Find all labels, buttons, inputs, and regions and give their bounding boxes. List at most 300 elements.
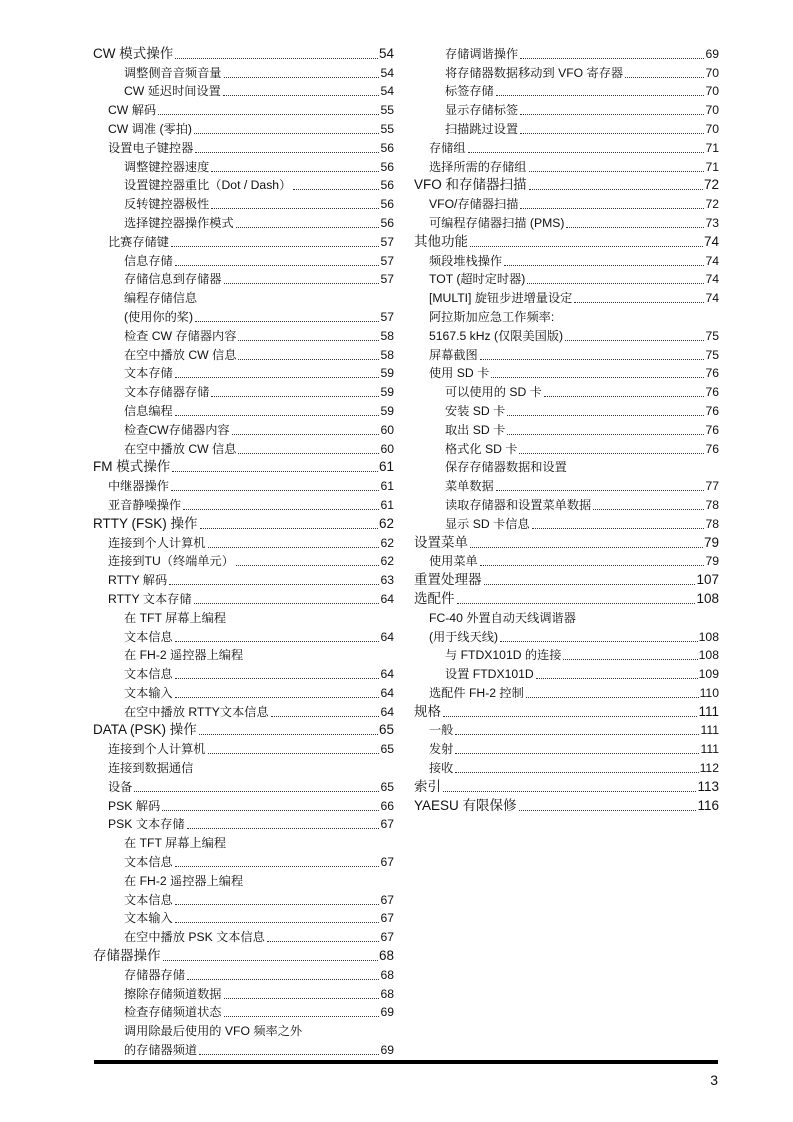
toc-entry-page: 56 [380,215,394,230]
dot-leader [527,277,704,284]
toc-entry-page: 76 [705,366,719,381]
toc-entry-page: 61 [380,497,394,512]
dot-leader [194,597,380,604]
toc-entry-page: 116 [697,797,719,813]
toc-entry-title: 在空中播放 RTTY文本信息 [124,704,269,719]
toc-entry-title: 读取存储器和设置菜单数据 [445,497,592,512]
toc-entry-page: 59 [380,366,394,381]
dot-leader [195,315,379,322]
toc-entry-page: 65 [380,742,394,757]
toc-entry[interactable] [93,664,394,683]
toc-entry-page: 54 [380,84,394,99]
toc-entry[interactable] [93,683,394,702]
toc-entry[interactable] [414,458,719,477]
dot-leader [574,296,704,303]
toc-entry[interactable] [414,138,719,157]
toc-entry-title: 文本输入 [124,685,173,700]
dot-leader [211,165,379,172]
dot-leader [480,559,705,566]
dot-leader [195,767,393,773]
dot-leader [175,672,380,679]
toc-entry[interactable] [414,157,719,176]
toc-entry-page: 76 [705,385,719,400]
dot-leader [519,804,697,811]
dot-leader [470,541,703,548]
toc-entry[interactable] [414,382,719,401]
toc-entry-page: 112 [699,761,719,776]
toc-entry-page: 111 [698,703,719,719]
dot-leader [171,484,380,491]
toc-entry[interactable] [414,119,719,138]
dot-leader [293,183,379,190]
toc-entry[interactable] [414,514,719,533]
toc-entry-title: 存储调谐操作 [445,46,519,61]
toc-entry-title: RTTY 文本存储 [108,591,192,606]
toc-entry-page: 111 [700,742,719,757]
dot-leader [245,880,393,886]
toc-entry[interactable] [93,570,394,589]
dot-leader [455,766,698,773]
toc-entry-page: 113 [697,778,719,794]
toc-entry[interactable] [93,458,394,477]
toc-entry[interactable] [414,702,719,721]
toc-entry[interactable] [93,401,394,420]
dot-leader [625,71,704,78]
toc-entry[interactable] [93,307,394,326]
toc-entry[interactable] [414,758,719,777]
toc-entry[interactable] [93,1021,394,1040]
dot-leader [175,635,380,642]
dot-leader [520,52,704,59]
dot-leader [593,503,704,510]
toc-entry[interactable] [93,646,394,665]
toc-entry[interactable] [93,288,394,307]
toc-entry[interactable] [414,251,719,270]
toc-entry[interactable] [93,364,394,383]
dot-leader [163,954,378,961]
dot-leader [520,108,704,115]
toc-entry-title: 其他功能 [414,233,468,249]
dot-leader [195,146,379,153]
toc-entry-page: 63 [380,573,394,588]
dot-leader [507,428,704,435]
toc-entry[interactable] [414,476,719,495]
toc-entry-title: 一般 [429,723,454,738]
toc-entry-title: (用于线天线) [429,629,499,644]
toc-entry-title: CW 延迟时间设置 [124,84,221,99]
toc-entry[interactable] [414,213,719,232]
dot-leader [175,691,380,698]
toc-entry-page: 57 [380,253,394,268]
toc-entry-page: 55 [380,121,394,136]
toc-entry-page: 64 [380,629,394,644]
toc-entry-title: 接收 [429,761,454,776]
dot-leader [224,992,380,999]
dot-leader [211,202,379,209]
toc-entry-page: 54 [380,65,394,80]
toc-entry-title: 5167.5 kHz (仅限美国版) [429,328,564,343]
toc-entry[interactable] [93,476,394,495]
toc-entry[interactable] [93,815,394,834]
toc-entry[interactable] [414,495,719,514]
toc-entry[interactable] [414,63,719,82]
toc-entry[interactable] [414,326,719,345]
toc-entry-page: 65 [378,722,394,738]
toc-entry[interactable] [414,627,719,646]
toc-entry[interactable] [93,1003,394,1022]
toc-entry-page: 64 [380,685,394,700]
toc-entry-title: 调用除最后使用的 VFO 频率之外 [124,1024,303,1039]
toc-entry-title: 文本输入 [124,911,173,926]
toc-entry[interactable] [93,100,394,119]
toc-entry-page: 71 [705,159,719,174]
toc-entry-page: 69 [380,1043,394,1058]
toc-entry[interactable] [414,194,719,213]
toc-entry[interactable] [414,552,719,571]
toc-entry[interactable] [93,777,394,796]
toc-entry-title: 取出 SD 卡 [445,422,506,437]
dot-leader [536,672,698,679]
toc-entry-title: 文本存储 [124,366,173,381]
dot-leader [224,71,380,78]
toc-entry-page: 74 [705,272,719,287]
toc-entry-title: 保存存储器数据和设置 [445,460,567,475]
toc-entry[interactable] [414,533,719,552]
toc-entry-title: TOT (超时定时器) [429,272,526,287]
toc-entry-title: 擦除存储频道数据 [124,986,222,1001]
toc-entry-title: (使用你的桨) [124,309,194,324]
toc-entry-title: 调整键控器速度 [124,159,210,174]
toc-entry-title: 使用菜单 [429,554,478,569]
toc-entry-title: 在 FH-2 遥控器上编程 [124,648,244,663]
toc-entry-title: 存储信息到存储器 [124,272,222,287]
toc-entry-title: 连接到数据通信 [108,761,194,776]
toc-entry-page: 61 [378,459,394,475]
toc-entry[interactable] [93,194,394,213]
toc-entry[interactable] [93,213,394,232]
toc-entry-page: 70 [705,103,719,118]
toc-entry-title: 存储器存储 [124,967,185,982]
toc-entry[interactable] [93,833,394,852]
toc-entry-title: 连接到TU（终端单元） [108,554,234,569]
dot-leader [158,108,379,115]
toc-entry-page: 108 [696,590,719,606]
toc-entry-title: 安装 SD 卡 [445,403,506,418]
toc-entry-page: 67 [380,817,394,832]
dot-leader [245,654,393,660]
toc-left-column [93,44,394,1059]
toc-entry-title: VFO/存储器扫描 [429,197,519,212]
toc-entry-title: CW 模式操作 [93,45,174,61]
toc-entry-title: 索引 [414,778,441,794]
toc-entry-title: 在 TFT 屏幕上编程 [124,610,227,625]
toc-entry-title: 可编程存储器扫描 (PMS) [429,215,565,230]
toc-entry[interactable] [93,927,394,946]
toc-entry[interactable] [414,288,719,307]
dot-leader [175,259,380,266]
dot-leader [491,371,704,378]
footer-rule [94,1060,718,1064]
toc-entry[interactable] [93,608,394,627]
dot-leader [187,973,380,980]
toc-entry[interactable] [93,176,394,195]
toc-entry[interactable] [414,646,719,665]
dot-leader [569,466,718,472]
dot-leader [134,785,379,792]
toc-entry[interactable] [414,364,719,383]
toc-entry[interactable] [414,270,719,289]
toc-entry-page: 108 [698,629,719,644]
toc-entry-page: 67 [380,855,394,870]
toc-entry[interactable] [414,777,719,796]
toc-entry-title: 设置菜单 [414,534,468,550]
dot-leader [175,409,380,416]
toc-entry[interactable] [93,326,394,345]
toc-entry[interactable] [414,420,719,439]
dot-leader [232,428,380,435]
toc-entry-title: 与 FTDX101D 的连接 [445,648,562,663]
toc-entry-title: 文本信息 [124,667,173,682]
toc-entry[interactable] [414,796,719,815]
toc-entry-title: 设置电子键控器 [108,140,194,155]
dot-leader [238,334,379,341]
dot-leader [199,297,393,303]
toc-entry[interactable] [93,796,394,815]
toc-entry[interactable] [93,270,394,289]
toc-entry[interactable] [414,721,719,740]
toc-entry-title: 发射 [429,742,454,757]
toc-entry[interactable] [93,232,394,251]
page-number: 3 [710,1072,718,1088]
toc-entry-page: 65 [380,779,394,794]
dot-leader [504,259,704,266]
dot-leader [556,316,718,322]
dot-leader [208,541,380,548]
toc-entry-page: 72 [703,177,719,193]
toc-entry[interactable] [93,138,394,157]
toc-entry-page: 78 [705,516,719,531]
dot-leader [175,916,380,923]
toc-entry-title: CW 解码 [108,103,157,118]
dot-leader [520,127,704,134]
toc-entry[interactable] [93,890,394,909]
dot-leader [228,617,393,623]
toc-entry-title: 阿拉斯加应急工作频率: [429,309,555,324]
toc-entry[interactable] [93,514,394,533]
toc-entry-page: 75 [705,328,719,343]
dot-leader [565,334,704,341]
toc-entry[interactable] [93,702,394,721]
toc-entry-title: 设置 FTDX101D [445,667,534,682]
dot-leader [443,785,696,792]
toc-entry[interactable] [93,965,394,984]
toc-entry[interactable] [93,721,394,740]
toc-entry-title: DATA (PSK) 操作 [93,722,197,738]
dot-leader [480,353,705,360]
toc-entry-title: 文本信息 [124,855,173,870]
toc-entry-page: 78 [705,497,719,512]
toc-entry[interactable] [93,420,394,439]
toc-entry-page: 67 [380,892,394,907]
toc-entry[interactable] [414,608,719,627]
toc-entry[interactable] [93,82,394,101]
dot-leader [238,353,379,360]
toc-entry[interactable] [93,495,394,514]
toc-entry-title: 文本信息 [124,629,173,644]
toc-entry-page: 60 [380,422,394,437]
toc-entry-page: 62 [378,515,394,531]
dot-leader [271,710,380,717]
toc-entry-page: 57 [380,272,394,287]
toc-entry[interactable] [93,871,394,890]
dot-leader [183,503,379,510]
toc-entry-title: RTTY (FSK) 操作 [93,515,198,531]
toc-entry[interactable] [93,758,394,777]
toc-entry-page: 61 [380,479,394,494]
toc-entry-title: 选择所需的存储组 [429,159,527,174]
dot-leader [199,1048,379,1055]
toc-entry-page: 73 [705,215,719,230]
toc-entry[interactable] [414,401,719,420]
toc-entry-title: 选配件 [414,590,455,606]
toc-entry-title: 检查 CW 存储器内容 [124,328,237,343]
dot-leader [500,635,698,642]
toc-entry-title: 连接到个人计算机 [108,535,206,550]
toc-entry[interactable] [93,251,394,270]
toc-entry[interactable] [93,345,394,364]
dot-leader [236,221,380,228]
toc-entry[interactable] [414,44,719,63]
dot-leader [175,371,380,378]
toc-entry[interactable] [414,176,719,195]
toc-entry[interactable] [414,345,719,364]
dot-leader [236,559,380,566]
toc-entry[interactable] [414,570,719,589]
toc-entry[interactable] [414,664,719,683]
toc-entry-page: 76 [705,441,719,456]
toc-entry[interactable] [93,852,394,871]
toc-entry-title: 显示 SD 卡信息 [445,516,530,531]
dot-leader [194,127,379,134]
toc-entry-title: 屏幕截图 [429,347,478,362]
toc-entry-page: 57 [380,234,394,249]
toc-entry[interactable] [414,100,719,119]
toc-entry[interactable] [414,589,719,608]
toc-entry-title: 在 FH-2 遥控器上编程 [124,873,244,888]
toc-entry-title: 的存储器频道 [124,1043,198,1058]
toc-entry[interactable] [93,552,394,571]
dot-leader [563,653,697,660]
toc-entry[interactable] [93,157,394,176]
toc-entry-page: 71 [705,140,719,155]
dot-leader [457,597,696,604]
toc-entry[interactable] [93,439,394,458]
toc-entry-page: 64 [380,667,394,682]
toc-entry-page: 68 [380,967,394,982]
toc-entry-page: 76 [705,422,719,437]
toc-entry[interactable] [93,1040,394,1059]
toc-entry-page: 76 [705,403,719,418]
toc-entry[interactable] [414,439,719,458]
toc-entry-title: FC-40 外置自动天线调谐器 [429,610,576,625]
dot-leader [443,710,697,717]
dot-leader [484,578,696,585]
dot-leader [228,842,393,848]
toc-entry[interactable] [93,739,394,758]
toc-entry[interactable] [93,63,394,82]
toc-entry-title: 反转键控器极性 [124,197,210,212]
toc-entry[interactable] [414,307,719,326]
toc-entry[interactable] [414,82,719,101]
toc-entry-title: 存储器操作 [93,948,161,964]
dot-leader [223,89,380,96]
dot-leader [529,183,703,190]
toc-entry-title: 使用 SD 卡 [429,366,490,381]
toc-entry-title: CW 调准 (零拍) [108,121,192,136]
toc-entry[interactable] [414,739,719,758]
toc-entry[interactable] [93,382,394,401]
toc-entry-page: 57 [380,309,394,324]
dot-leader [171,240,380,247]
dot-leader [468,146,705,153]
toc-entry-page: 62 [380,535,394,550]
toc-entry[interactable] [93,946,394,965]
toc-entry-title: 可以使用的 SD 卡 [445,385,542,400]
toc-entry-title: 调整侧音音频音量 [124,65,222,80]
dot-leader [532,522,705,529]
toc-entry-title: 格式化 SD 卡 [445,441,518,456]
toc-right-column [414,44,719,815]
toc-entry-title: 存储组 [429,140,466,155]
dot-leader [187,822,380,829]
toc-entry[interactable] [93,909,394,928]
dot-leader [455,728,699,735]
dot-leader [507,409,704,416]
toc-entry-page: 74 [705,253,719,268]
toc-entry-title: 在空中播放 CW 信息 [124,441,237,456]
toc-entry-title: 设备 [108,779,133,794]
toc-entry-page: 59 [380,385,394,400]
toc-entry-page: 77 [705,479,719,494]
toc-entry-page: 66 [380,798,394,813]
toc-entry-page: 56 [380,178,394,193]
toc-entry[interactable] [414,683,719,702]
toc-entry[interactable] [93,119,394,138]
toc-entry-page: 54 [378,45,394,61]
dot-leader [199,728,378,735]
dot-leader [544,390,705,397]
toc-entry[interactable] [93,589,394,608]
dot-leader [169,578,379,585]
toc-entry-title: 规格 [414,703,441,719]
dot-leader [175,898,380,905]
toc-entry-page: 70 [705,84,719,99]
toc-entry[interactable] [414,232,719,251]
toc-entry[interactable] [93,984,394,1003]
dot-leader [529,165,705,172]
toc-entry-page: 69 [705,46,719,61]
toc-entry-page: 70 [705,65,719,80]
toc-entry-page: 70 [705,121,719,136]
toc-entry[interactable] [93,533,394,552]
dot-leader [267,935,380,942]
toc-entry[interactable] [93,627,394,646]
dot-leader [566,221,704,228]
toc-entry-page: 68 [380,986,394,1001]
toc-entry-title: 信息编程 [124,403,173,418]
toc-entry-page: 56 [380,197,394,212]
toc-entry[interactable] [93,44,394,63]
